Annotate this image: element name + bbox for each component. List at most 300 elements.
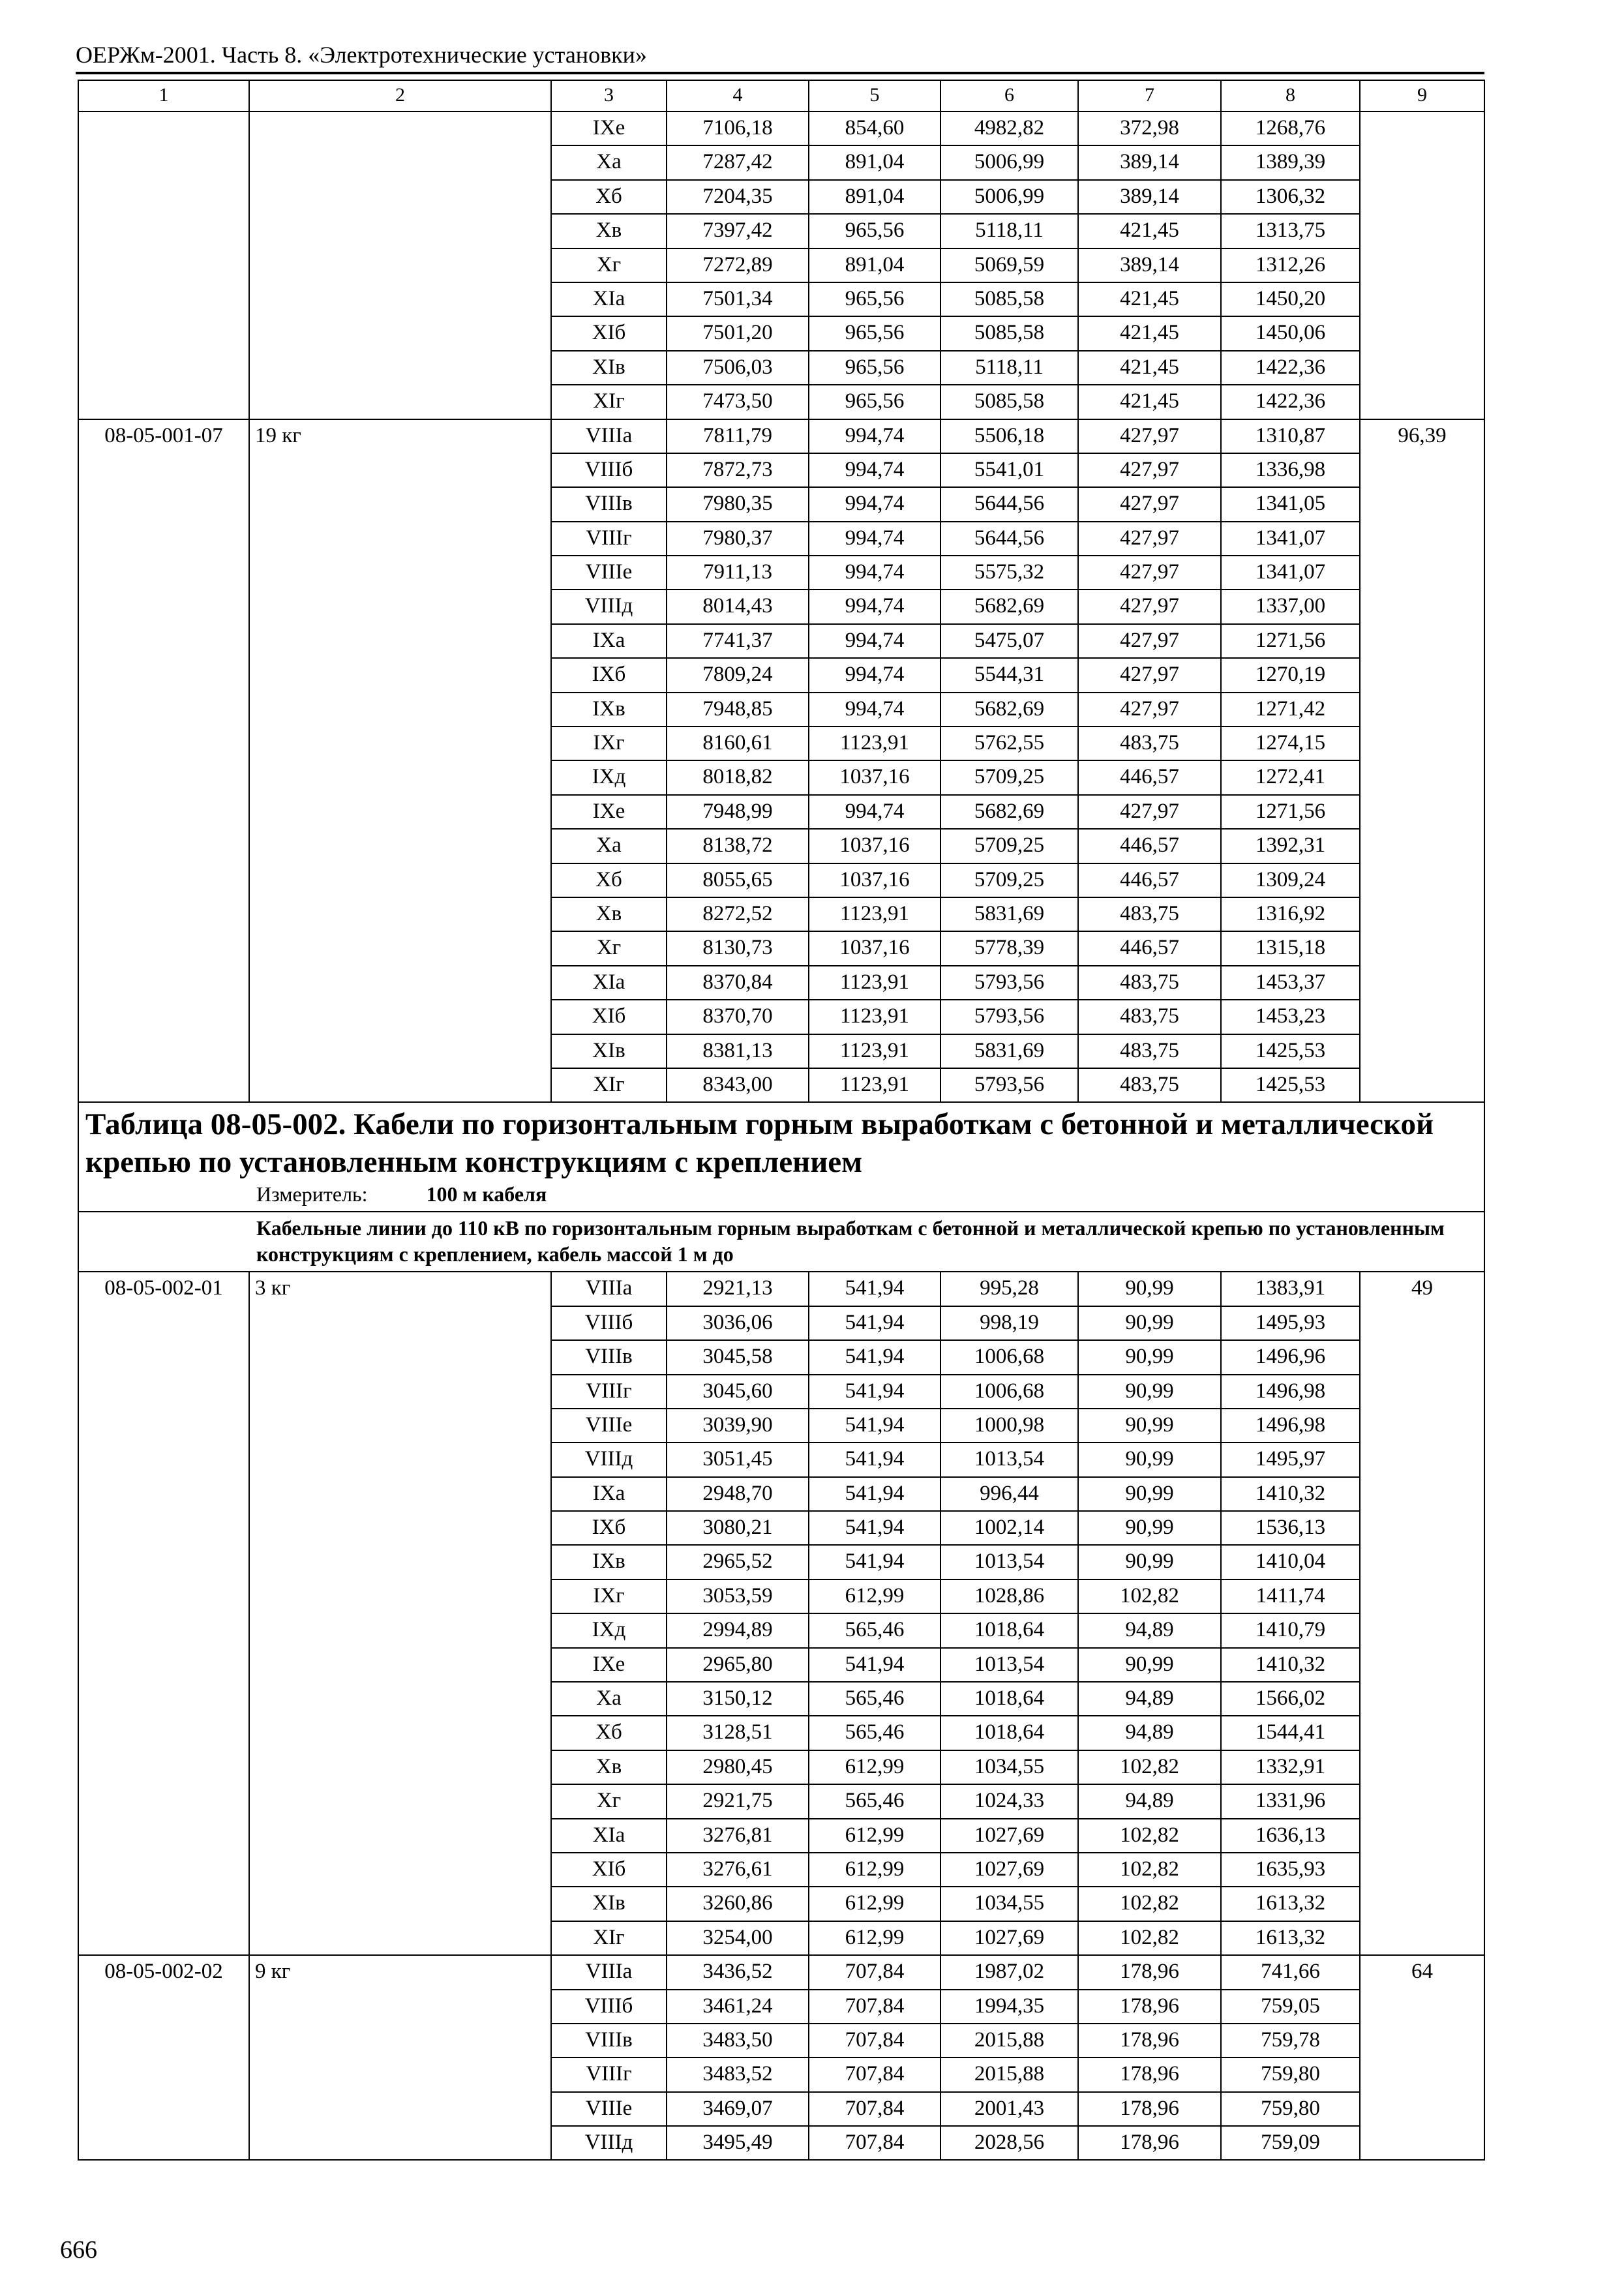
cable-mass-cell: 3 кг	[249, 1272, 551, 1955]
wages-cell: 612,99	[809, 1853, 940, 1887]
table-title-row	[78, 1102, 1484, 1212]
total-cost-cell: 2965,52	[667, 1545, 809, 1579]
machinist-wages-cell: 102,82	[1078, 1853, 1221, 1887]
machinist-wages-cell: 421,45	[1078, 385, 1221, 419]
region-cell: Xб	[551, 180, 667, 214]
machinist-wages-cell: 90,99	[1078, 1545, 1221, 1579]
total-cost-cell: 3150,12	[667, 1682, 809, 1716]
table-row	[78, 112, 1484, 145]
materials-cell: 1613,32	[1221, 1887, 1360, 1921]
machinist-wages-cell: 94,89	[1078, 1716, 1221, 1750]
column-header: 5	[809, 80, 940, 112]
materials-cell: 1316,92	[1221, 897, 1360, 931]
materials-cell: 759,05	[1221, 1990, 1360, 2024]
total-cost-cell: 7980,37	[667, 522, 809, 556]
materials-cell: 1410,04	[1221, 1545, 1360, 1579]
total-cost-cell: 3051,45	[667, 1443, 809, 1476]
region-cell: VIIIд	[551, 1443, 667, 1476]
machinist-wages-cell: 389,14	[1078, 180, 1221, 214]
total-cost-cell: 7809,24	[667, 658, 809, 692]
region-cell: IXб	[551, 1511, 667, 1545]
machinist-wages-cell: 446,57	[1078, 829, 1221, 863]
total-cost-cell: 7948,99	[667, 795, 809, 829]
machines-cell: 1018,64	[940, 1682, 1078, 1716]
machines-cell: 5644,56	[940, 522, 1078, 556]
total-cost-cell: 7911,13	[667, 556, 809, 590]
wages-cell: 707,84	[809, 2092, 940, 2126]
total-cost-cell: 2994,89	[667, 1613, 809, 1647]
machines-cell: 5085,58	[940, 316, 1078, 350]
measure-label: Измеритель:	[256, 1182, 368, 1206]
section-description-cell	[78, 1212, 1484, 1272]
materials-cell: 1271,42	[1221, 693, 1360, 726]
machinist-wages-cell: 102,82	[1078, 1750, 1221, 1784]
wages-cell: 565,46	[809, 1682, 940, 1716]
region-cell: XIб	[551, 1000, 667, 1034]
region-cell: IXв	[551, 693, 667, 726]
total-cost-cell: 7872,73	[667, 453, 809, 487]
total-cost-cell: 7948,85	[667, 693, 809, 726]
materials-cell: 1315,18	[1221, 931, 1360, 965]
machinist-wages-cell: 90,99	[1078, 1477, 1221, 1511]
region-cell: VIIIд	[551, 2126, 667, 2160]
cable-mass-cell: 9 кг	[249, 1955, 551, 2160]
machines-cell: 1000,98	[940, 1409, 1078, 1443]
machinist-wages-cell: 178,96	[1078, 2057, 1221, 2091]
machinist-wages-cell: 389,14	[1078, 145, 1221, 179]
materials-cell: 759,78	[1221, 2024, 1360, 2057]
machinist-wages-cell: 483,75	[1078, 726, 1221, 760]
machines-cell: 5831,69	[940, 897, 1078, 931]
machines-cell: 5709,25	[940, 829, 1078, 863]
machines-cell: 5006,99	[940, 180, 1078, 214]
region-cell: XIв	[551, 1034, 667, 1068]
total-cost-cell: 3254,00	[667, 1921, 809, 1955]
machines-cell: 5085,58	[940, 385, 1078, 419]
machinist-wages-cell: 178,96	[1078, 2126, 1221, 2160]
wages-cell: 994,74	[809, 556, 940, 590]
total-cost-cell: 8370,70	[667, 1000, 809, 1034]
machines-cell: 5506,18	[940, 419, 1078, 453]
machinist-wages-cell: 94,89	[1078, 1784, 1221, 1818]
region-cell: Xв	[551, 1750, 667, 1784]
wages-cell: 994,74	[809, 658, 940, 692]
total-cost-cell: 3436,52	[667, 1955, 809, 1989]
machinist-wages-cell: 102,82	[1078, 1921, 1221, 1955]
table-title-cell	[78, 1102, 1484, 1212]
total-cost-cell: 7272,89	[667, 248, 809, 282]
total-cost-cell: 3483,50	[667, 2024, 809, 2057]
machinist-wages-cell: 427,97	[1078, 693, 1221, 726]
region-cell: IXе	[551, 795, 667, 829]
region-cell: Xг	[551, 1784, 667, 1818]
machinist-wages-cell: 483,75	[1078, 1000, 1221, 1034]
wages-cell: 1123,91	[809, 1000, 940, 1034]
machines-cell: 5793,56	[940, 1068, 1078, 1102]
total-cost-cell: 7473,50	[667, 385, 809, 419]
total-cost-cell: 3483,52	[667, 2057, 809, 2091]
wages-cell: 1123,91	[809, 897, 940, 931]
column-header: 1	[78, 80, 249, 112]
total-cost-cell: 8138,72	[667, 829, 809, 863]
total-cost-cell: 7980,35	[667, 487, 809, 521]
machinist-wages-cell: 446,57	[1078, 931, 1221, 965]
region-cell: VIIIг	[551, 1375, 667, 1409]
total-cost-cell: 8381,13	[667, 1034, 809, 1068]
materials-cell: 1422,36	[1221, 351, 1360, 385]
column-header: 7	[1078, 80, 1221, 112]
wages-cell: 541,94	[809, 1648, 940, 1682]
wages-cell: 965,56	[809, 385, 940, 419]
wages-cell: 994,74	[809, 693, 940, 726]
total-cost-cell: 7741,37	[667, 624, 809, 658]
machinist-wages-cell: 90,99	[1078, 1375, 1221, 1409]
machines-cell: 1002,14	[940, 1511, 1078, 1545]
wages-cell: 994,74	[809, 624, 940, 658]
materials-cell: 1271,56	[1221, 795, 1360, 829]
materials-cell: 1544,41	[1221, 1716, 1360, 1750]
total-cost-cell: 3053,59	[667, 1579, 809, 1613]
wages-cell: 994,74	[809, 419, 940, 453]
wages-cell: 707,84	[809, 1955, 940, 1989]
total-cost-cell: 8018,82	[667, 760, 809, 794]
machines-cell: 5793,56	[940, 966, 1078, 1000]
materials-cell: 1410,32	[1221, 1477, 1360, 1511]
materials-cell: 1450,06	[1221, 316, 1360, 350]
total-cost-cell: 8370,84	[667, 966, 809, 1000]
wages-cell: 612,99	[809, 1819, 940, 1853]
region-cell: IXа	[551, 624, 667, 658]
machines-cell: 995,28	[940, 1272, 1078, 1306]
region-cell: IXе	[551, 1648, 667, 1682]
total-cost-cell: 3495,49	[667, 2126, 809, 2160]
machines-cell: 1027,69	[940, 1921, 1078, 1955]
machinist-wages-cell: 421,45	[1078, 351, 1221, 385]
total-cost-cell: 2980,45	[667, 1750, 809, 1784]
machinist-wages-cell: 178,96	[1078, 1955, 1221, 1989]
materials-cell: 1383,91	[1221, 1272, 1360, 1306]
region-cell: Xг	[551, 931, 667, 965]
machinist-wages-cell: 427,97	[1078, 419, 1221, 453]
machines-cell: 5682,69	[940, 590, 1078, 623]
region-cell: XIг	[551, 1921, 667, 1955]
region-cell: XIа	[551, 1819, 667, 1853]
region-cell: VIIIв	[551, 1340, 667, 1374]
region-cell: Xа	[551, 829, 667, 863]
materials-cell: 1306,32	[1221, 180, 1360, 214]
column-header: 6	[940, 80, 1078, 112]
machinist-wages-cell: 427,97	[1078, 795, 1221, 829]
total-cost-cell: 8130,73	[667, 931, 809, 965]
machines-cell: 1034,55	[940, 1750, 1078, 1784]
region-cell: VIIIд	[551, 590, 667, 623]
machinist-wages-cell: 389,14	[1078, 248, 1221, 282]
region-cell: Xа	[551, 145, 667, 179]
wages-cell: 994,74	[809, 522, 940, 556]
total-cost-cell: 3276,81	[667, 1819, 809, 1853]
machinist-wages-cell: 421,45	[1078, 214, 1221, 248]
price-table	[78, 80, 1485, 2161]
wages-cell: 1037,16	[809, 863, 940, 897]
table-row	[78, 1272, 1484, 1306]
wages-cell: 541,94	[809, 1545, 940, 1579]
table-title: Таблица 08-05-002. Кабели по горизонтальным горным выработкам с бетонной и металлической крепью по установленным конструкциям с креплением	[85, 1107, 1434, 1180]
machines-cell: 1994,35	[940, 1990, 1078, 2024]
region-cell: IXг	[551, 726, 667, 760]
region-cell: XIв	[551, 1887, 667, 1921]
materials-cell: 741,66	[1221, 1955, 1360, 1989]
materials-cell: 1410,79	[1221, 1613, 1360, 1647]
region-cell: XIа	[551, 966, 667, 1000]
materials-cell: 1341,07	[1221, 556, 1360, 590]
total-cost-cell: 8272,52	[667, 897, 809, 931]
region-cell: VIIIа	[551, 1955, 667, 1989]
machines-cell: 2015,88	[940, 2024, 1078, 2057]
column-header: 4	[667, 80, 809, 112]
materials-cell: 1495,97	[1221, 1443, 1360, 1476]
materials-cell: 1496,96	[1221, 1340, 1360, 1374]
materials-cell: 1274,15	[1221, 726, 1360, 760]
wages-cell: 612,99	[809, 1750, 940, 1784]
machines-cell: 5475,07	[940, 624, 1078, 658]
total-cost-cell: 2921,75	[667, 1784, 809, 1818]
total-cost-cell: 7106,18	[667, 112, 809, 145]
wages-cell: 565,46	[809, 1716, 940, 1750]
labor-cost-cell	[1360, 112, 1484, 419]
wages-cell: 1123,91	[809, 966, 940, 1000]
region-cell: VIIIг	[551, 522, 667, 556]
materials-cell: 1453,23	[1221, 1000, 1360, 1034]
machinist-wages-cell: 178,96	[1078, 2092, 1221, 2126]
materials-cell: 1422,36	[1221, 385, 1360, 419]
region-cell: IXв	[551, 1545, 667, 1579]
wages-cell: 1037,16	[809, 760, 940, 794]
machines-cell: 5069,59	[940, 248, 1078, 282]
wages-cell: 612,99	[809, 1579, 940, 1613]
machinist-wages-cell: 372,98	[1078, 112, 1221, 145]
region-cell: VIIIв	[551, 2024, 667, 2057]
wages-cell: 541,94	[809, 1409, 940, 1443]
machines-cell: 5544,31	[940, 658, 1078, 692]
wages-cell: 541,94	[809, 1340, 940, 1374]
machinist-wages-cell: 421,45	[1078, 282, 1221, 316]
table-row	[78, 1955, 1484, 1989]
machines-cell: 5006,99	[940, 145, 1078, 179]
region-cell: XIа	[551, 282, 667, 316]
machines-cell: 998,19	[940, 1306, 1078, 1340]
table-row	[78, 419, 1484, 453]
machinist-wages-cell: 178,96	[1078, 1990, 1221, 2024]
wages-cell: 994,74	[809, 590, 940, 623]
machines-cell: 5541,01	[940, 453, 1078, 487]
machinist-wages-cell: 94,89	[1078, 1682, 1221, 1716]
materials-cell: 1496,98	[1221, 1375, 1360, 1409]
column-header-row	[78, 80, 1484, 112]
materials-cell: 759,80	[1221, 2057, 1360, 2091]
document-header: ОЕРЖм-2001. Часть 8. «Электротехнические установки»	[76, 42, 647, 68]
materials-cell: 1341,07	[1221, 522, 1360, 556]
machines-cell: 5831,69	[940, 1034, 1078, 1068]
machinist-wages-cell: 483,75	[1078, 897, 1221, 931]
region-cell: IXг	[551, 1579, 667, 1613]
materials-cell: 1410,32	[1221, 1648, 1360, 1682]
wages-cell: 541,94	[809, 1511, 940, 1545]
region-cell: XIб	[551, 1853, 667, 1887]
section-description-row	[78, 1212, 1484, 1272]
region-cell: IXд	[551, 760, 667, 794]
region-cell: Xб	[551, 1716, 667, 1750]
machinist-wages-cell: 427,97	[1078, 624, 1221, 658]
machinist-wages-cell: 427,97	[1078, 453, 1221, 487]
wages-cell: 1037,16	[809, 931, 940, 965]
header-rule	[76, 72, 1484, 74]
materials-cell: 1495,93	[1221, 1306, 1360, 1340]
region-cell: IXа	[551, 1477, 667, 1511]
machines-cell: 1024,33	[940, 1784, 1078, 1818]
region-cell: VIIIб	[551, 453, 667, 487]
labor-cost-cell: 49	[1360, 1272, 1484, 1955]
wages-cell: 854,60	[809, 112, 940, 145]
measure-line	[85, 1181, 1477, 1207]
machinist-wages-cell: 427,97	[1078, 556, 1221, 590]
materials-cell: 1271,56	[1221, 624, 1360, 658]
total-cost-cell: 7397,42	[667, 214, 809, 248]
wages-cell: 994,74	[809, 487, 940, 521]
region-cell: Xб	[551, 863, 667, 897]
machines-cell: 5709,25	[940, 863, 1078, 897]
total-cost-cell: 3080,21	[667, 1511, 809, 1545]
materials-cell: 1336,98	[1221, 453, 1360, 487]
machinist-wages-cell: 483,75	[1078, 1034, 1221, 1068]
region-cell: VIIIб	[551, 1990, 667, 2024]
materials-cell: 1268,76	[1221, 112, 1360, 145]
region-cell: VIIIе	[551, 2092, 667, 2126]
machinist-wages-cell: 427,97	[1078, 590, 1221, 623]
materials-cell: 759,80	[1221, 2092, 1360, 2126]
wages-cell: 994,74	[809, 453, 940, 487]
machinist-wages-cell: 94,89	[1078, 1613, 1221, 1647]
machinist-wages-cell: 90,99	[1078, 1340, 1221, 1374]
region-cell: Xв	[551, 897, 667, 931]
machines-cell: 2001,43	[940, 2092, 1078, 2126]
region-cell: XIб	[551, 316, 667, 350]
machines-cell: 5085,58	[940, 282, 1078, 316]
wages-cell: 707,84	[809, 2024, 940, 2057]
machinist-wages-cell: 427,97	[1078, 522, 1221, 556]
region-cell: VIIIе	[551, 1409, 667, 1443]
total-cost-cell: 3276,61	[667, 1853, 809, 1887]
machines-cell: 1987,02	[940, 1955, 1078, 1989]
machines-cell: 4982,82	[940, 112, 1078, 145]
region-cell: VIIIе	[551, 556, 667, 590]
wages-cell: 541,94	[809, 1375, 940, 1409]
wages-cell: 891,04	[809, 145, 940, 179]
materials-cell: 1425,53	[1221, 1034, 1360, 1068]
wages-cell: 707,84	[809, 2126, 940, 2160]
total-cost-cell: 7506,03	[667, 351, 809, 385]
machines-cell: 2028,56	[940, 2126, 1078, 2160]
machinist-wages-cell: 90,99	[1078, 1272, 1221, 1306]
column-header: 2	[249, 80, 551, 112]
machinist-wages-cell: 90,99	[1078, 1409, 1221, 1443]
machines-cell: 5778,39	[940, 931, 1078, 965]
machines-cell: 996,44	[940, 1477, 1078, 1511]
wages-cell: 965,56	[809, 214, 940, 248]
machines-cell: 1018,64	[940, 1613, 1078, 1647]
materials-cell: 1496,98	[1221, 1409, 1360, 1443]
materials-cell: 1389,39	[1221, 145, 1360, 179]
machinist-wages-cell: 446,57	[1078, 863, 1221, 897]
column-header: 3	[551, 80, 667, 112]
machines-cell: 1018,64	[940, 1716, 1078, 1750]
materials-cell: 1341,05	[1221, 487, 1360, 521]
materials-cell: 1312,26	[1221, 248, 1360, 282]
materials-cell: 759,09	[1221, 2126, 1360, 2160]
machines-cell: 1027,69	[940, 1819, 1078, 1853]
total-cost-cell: 2965,80	[667, 1648, 809, 1682]
materials-cell: 1636,13	[1221, 1819, 1360, 1853]
materials-cell: 1331,96	[1221, 1784, 1360, 1818]
region-cell: VIIIв	[551, 487, 667, 521]
machinist-wages-cell: 427,97	[1078, 487, 1221, 521]
machinist-wages-cell: 427,97	[1078, 658, 1221, 692]
materials-cell: 1272,41	[1221, 760, 1360, 794]
machinist-wages-cell: 102,82	[1078, 1887, 1221, 1921]
machinist-wages-cell: 90,99	[1078, 1443, 1221, 1476]
total-cost-cell: 7811,79	[667, 419, 809, 453]
machinist-wages-cell: 102,82	[1078, 1819, 1221, 1853]
materials-cell: 1411,74	[1221, 1579, 1360, 1613]
machines-cell: 5575,32	[940, 556, 1078, 590]
region-cell: Xг	[551, 248, 667, 282]
total-cost-cell: 3469,07	[667, 2092, 809, 2126]
rate-code-cell	[78, 112, 249, 419]
wages-cell: 1123,91	[809, 1068, 940, 1102]
machinist-wages-cell: 90,99	[1078, 1511, 1221, 1545]
total-cost-cell: 2948,70	[667, 1477, 809, 1511]
region-cell: Xв	[551, 214, 667, 248]
total-cost-cell: 8160,61	[667, 726, 809, 760]
machines-cell: 5682,69	[940, 693, 1078, 726]
wages-cell: 965,56	[809, 282, 940, 316]
machines-cell: 2015,88	[940, 2057, 1078, 2091]
rate-code-cell: 08-05-002-02	[78, 1955, 249, 2160]
wages-cell: 707,84	[809, 1990, 940, 2024]
column-header: 9	[1360, 80, 1484, 112]
machinist-wages-cell: 102,82	[1078, 1579, 1221, 1613]
region-cell: VIIIа	[551, 1272, 667, 1306]
total-cost-cell: 8014,43	[667, 590, 809, 623]
region-cell: IXб	[551, 658, 667, 692]
cable-mass-cell: 19 кг	[249, 419, 551, 1103]
wages-cell: 541,94	[809, 1272, 940, 1306]
column-header: 8	[1221, 80, 1360, 112]
rate-code-cell: 08-05-001-07	[78, 419, 249, 1103]
wages-cell: 965,56	[809, 351, 940, 385]
wages-cell: 1037,16	[809, 829, 940, 863]
machines-cell: 1013,54	[940, 1443, 1078, 1476]
machinist-wages-cell: 90,99	[1078, 1648, 1221, 1682]
materials-cell: 1392,31	[1221, 829, 1360, 863]
region-cell: XIг	[551, 385, 667, 419]
total-cost-cell: 8343,00	[667, 1068, 809, 1102]
materials-cell: 1453,37	[1221, 966, 1360, 1000]
materials-cell: 1337,00	[1221, 590, 1360, 623]
wages-cell: 541,94	[809, 1443, 940, 1476]
machines-cell: 1006,68	[940, 1375, 1078, 1409]
machines-cell: 5762,55	[940, 726, 1078, 760]
total-cost-cell: 3045,58	[667, 1340, 809, 1374]
